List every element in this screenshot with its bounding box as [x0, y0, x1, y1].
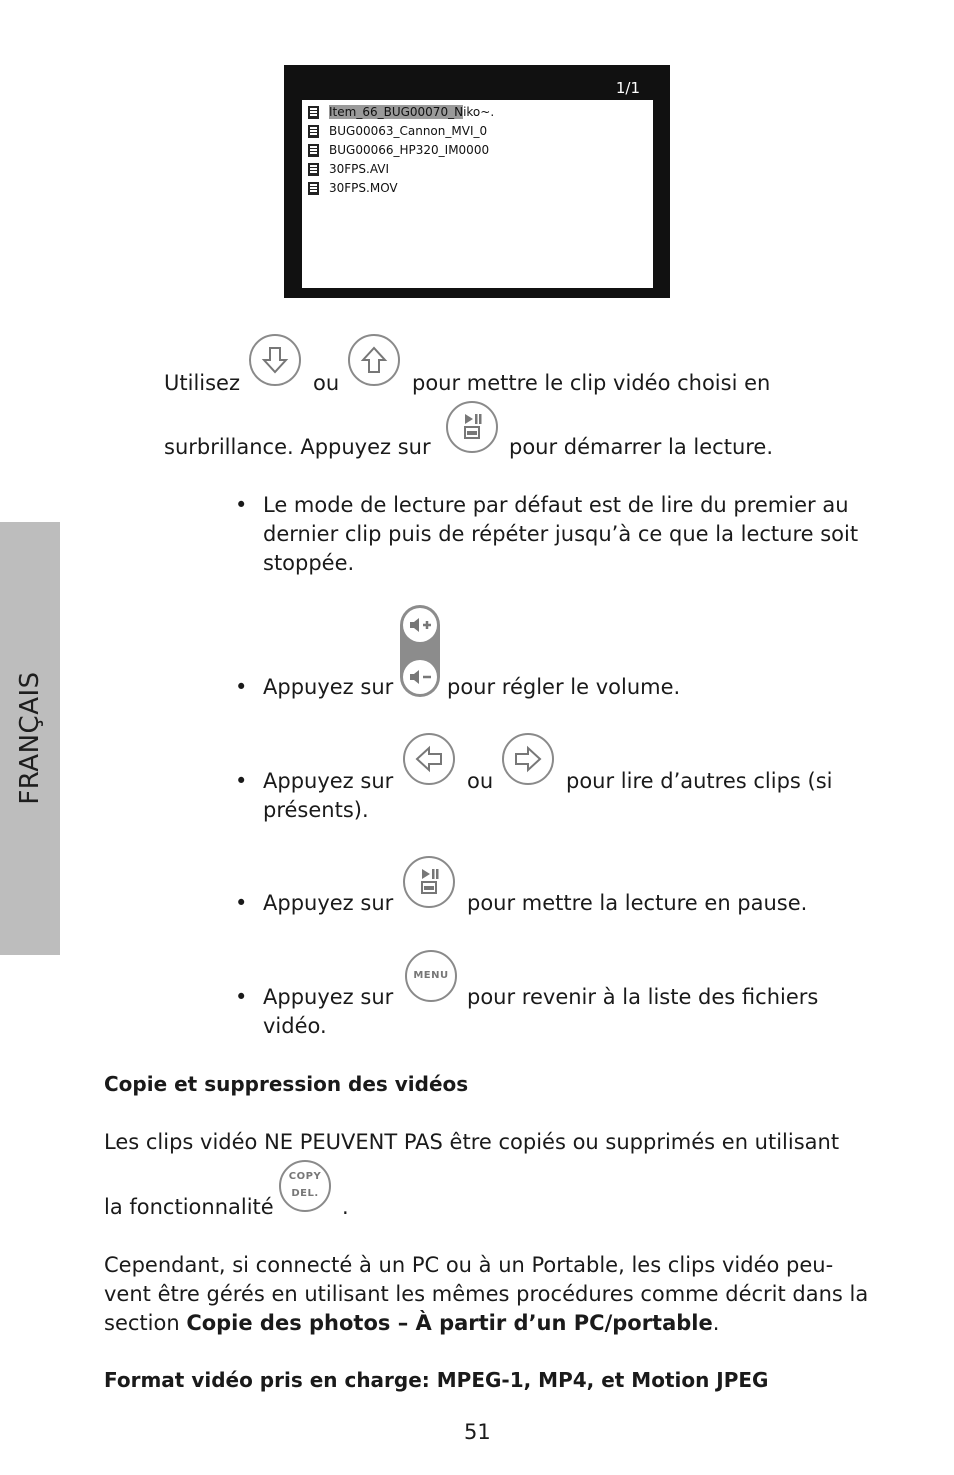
section-heading: Copie et suppression des vidéos: [104, 1072, 469, 1096]
bullet-dot: •: [235, 769, 248, 793]
paragraph-text-part: section: [104, 1311, 187, 1335]
up-arrow-button-icon: [348, 334, 400, 386]
film-file-icon: [308, 125, 319, 138]
play-pause-button-icon: [446, 401, 498, 453]
bullet-text: Le mode de lecture par défaut est de lire du premier au: [263, 493, 849, 517]
bullet-dot: •: [235, 493, 248, 517]
bullet-dot: •: [235, 985, 248, 1009]
paragraph-text: .: [342, 1195, 349, 1219]
intro-text: surbrillance. Appuyez sur: [164, 435, 431, 459]
down-arrow-button-icon: [249, 334, 301, 386]
volume-up-icon: [403, 608, 437, 642]
intro-text: pour mettre le clip vidéo choisi en: [412, 371, 771, 395]
page-indicator: 1/1: [615, 79, 640, 97]
intro-text: Utilisez: [164, 371, 240, 395]
volume-rocker-icon: [400, 605, 440, 697]
file-name: 30FPS.AVI: [329, 162, 390, 176]
left-arrow-button-icon: [403, 733, 455, 785]
bullet-text: Appuyez sur: [263, 675, 394, 699]
file-list-item: [308, 142, 489, 158]
bullet-text: vidéo.: [263, 1014, 327, 1038]
bullet-text: pour revenir à la liste des fichiers: [467, 985, 819, 1009]
paragraph-text: vent être gérés en utilisant les mêmes procédures comme décrit dans la: [104, 1282, 869, 1306]
file-list-item: [308, 161, 389, 177]
file-list-item: [308, 180, 398, 196]
bullet-dot: •: [235, 891, 248, 915]
file-list-item: [308, 104, 494, 120]
menu-button-icon: [405, 950, 457, 1002]
intro-text: ou: [313, 371, 340, 395]
file-name-highlighted: Item_66_BUG00070_N: [329, 105, 464, 119]
menu-button-label: MENU: [413, 970, 449, 981]
file-list-item: [308, 123, 487, 139]
bullet-text: présents).: [263, 798, 369, 822]
film-file-icon: [308, 106, 319, 119]
bullet-text: pour mettre la lecture en pause.: [467, 891, 808, 915]
del-label: DEL.: [291, 1188, 319, 1199]
volume-down-icon: [403, 660, 437, 694]
page-number: 51: [464, 1420, 491, 1444]
paragraph-text: Cependant, si connecté à un PC ou à un Portable, les clips vidéo peu-: [104, 1253, 834, 1277]
paragraph-text: Les clips vidéo NE PEUVENT PAS être copiés ou supprimés en utilisant: [104, 1130, 840, 1154]
bullet-text: pour régler le volume.: [447, 675, 681, 699]
file-name: 30FPS.MOV: [329, 181, 398, 195]
paragraph-text: [104, 1309, 719, 1338]
bullet-text: stoppée.: [263, 551, 355, 575]
file-name: iko~.: [463, 105, 495, 119]
bullet-dot: •: [235, 675, 248, 699]
file-list: [302, 100, 653, 288]
bullet-text: Appuyez sur: [263, 769, 394, 793]
copy-label: COPY: [288, 1171, 322, 1182]
bullet-text: Appuyez sur: [263, 985, 394, 1009]
film-file-icon: [308, 182, 319, 195]
play-pause-button-icon: [403, 856, 455, 908]
supported-formats: Format vidéo pris en charge: MPEG-1, MP4, et Motion JPEG: [104, 1368, 769, 1392]
paragraph-text-part: .: [712, 1311, 720, 1335]
language-side-tab: [0, 522, 60, 955]
copy-del-button-icon: [279, 1160, 331, 1212]
paragraph-text: la fonctionnalité: [104, 1195, 274, 1219]
bullet-text: Appuyez sur: [263, 891, 394, 915]
bullet-text: pour lire d’autres clips (si: [566, 769, 833, 793]
file-name: BUG00063_Cannon_MVI_0: [329, 124, 488, 138]
section-reference: Copie des photos – À partir d’un PC/portable: [186, 1311, 713, 1335]
right-arrow-button-icon: [502, 733, 554, 785]
file-name: BUG00066_HP320_IM0000: [329, 143, 490, 157]
film-file-icon: [308, 163, 319, 176]
bullet-text: ou: [467, 769, 494, 793]
language-label: FRANÇAIS: [15, 671, 45, 805]
intro-text: pour démarrer la lecture.: [509, 435, 774, 459]
bullet-text: dernier clip puis de répéter jusqu’à ce que la lecture soit: [263, 522, 859, 546]
film-file-icon: [308, 144, 319, 157]
device-screen-screenshot: [284, 65, 670, 298]
